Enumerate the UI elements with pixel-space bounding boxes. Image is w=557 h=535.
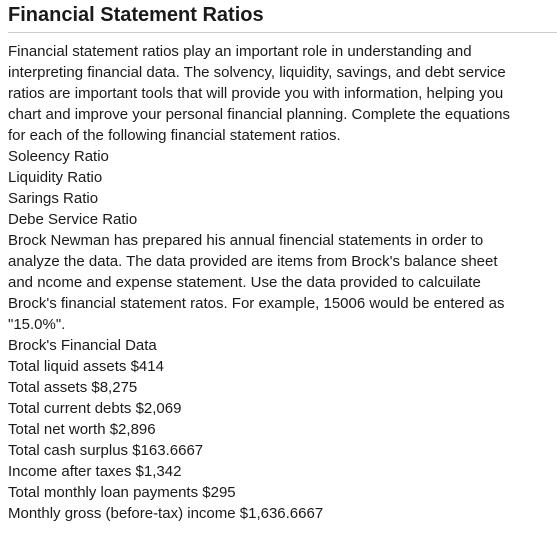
instructions-line: "15.0%".	[8, 316, 66, 333]
ratio-debt-service: Debe Service Ratio	[8, 211, 138, 228]
ratio-list	[8, 146, 552, 230]
financial-data-list	[8, 356, 552, 524]
data-heading: Brock's Financial Data	[8, 337, 157, 354]
ratio-liquidity: Liquidity Ratio	[8, 169, 103, 186]
data-item-total-current-debts: Total current debts $2,069	[8, 400, 182, 417]
intro-line: for each of the following financial statement ratios.	[8, 127, 341, 144]
instructions-line: Brock's financial statement ratos. For example, 15006 would be entered as	[8, 295, 505, 312]
data-item-total-net-worth: Total net worth $2,896	[8, 421, 156, 438]
title-divider	[8, 32, 557, 33]
data-item-monthly-gross-income: Monthly gross (before-tax) income $1,636.6667	[8, 505, 324, 522]
instructions-line: analyze the data. The data provided are items from Brock's balance sheet	[8, 253, 498, 270]
data-item-total-assets: Total assets $8,275	[8, 379, 138, 396]
instructions-line: Brock Newman has prepared his annual finencial statements in order to	[8, 232, 484, 249]
data-item-income-after-taxes: Income after taxes $1,342	[8, 463, 182, 480]
intro-paragraph	[8, 41, 552, 146]
page-title: Financial Statement Ratios	[8, 4, 264, 26]
ratio-solvency: Soleency Ratio	[8, 148, 109, 165]
document-body	[8, 41, 552, 524]
ratio-savings: Sarings Ratio	[8, 190, 99, 207]
intro-line: chart and improve your personal financial planning. Complete the equations	[8, 106, 510, 123]
data-item-total-liquid-assets: Total liquid assets $414	[8, 358, 164, 375]
document-page	[8, 0, 552, 522]
intro-line: Financial statement ratios play an important role in understanding and	[8, 43, 472, 60]
instructions-line: and ncome and expense statement. Use the data provided to calcuilate	[8, 274, 481, 291]
intro-line: ratios are important tools that will provide you with information, helping you	[8, 85, 504, 102]
data-item-monthly-loan-payments: Total monthly loan payments $295	[8, 484, 236, 501]
instructions-paragraph	[8, 230, 552, 335]
intro-line: interpreting financial data. The solvency, liquidity, savings, and debt service	[8, 64, 506, 81]
data-item-total-cash-surplus: Total cash surplus $163.6667	[8, 442, 204, 459]
